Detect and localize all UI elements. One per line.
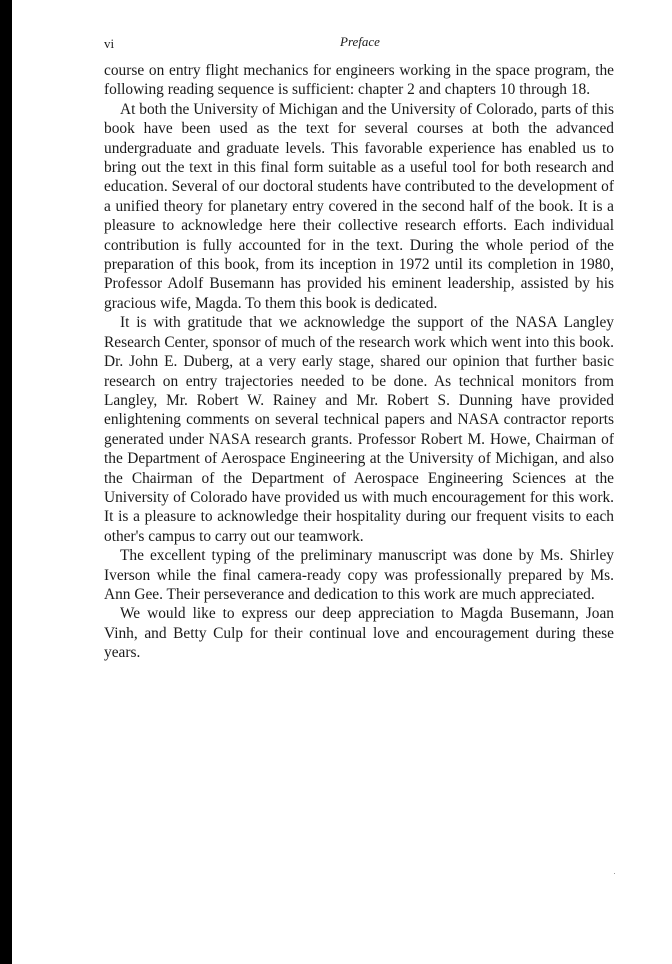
paragraph-nasa-support: It is with gratitude that we acknowledge the support of the NASA Langley Research Center, sponsor of much of the research work which went into this book. Dr. John E. Duberg, at a very early stage, shared our opinion that further basic research on entry trajectories needed to be done. As technical monitors from Langley, Mr. Robert W. Rainey and Mr. Robert S. Dunning have provided enlightening comments on several technical papers and NASA contractor reports generated under NASA research grants. Professor Robert M. Howe, Chairman of the Department of Aerospace Engineering at the University of Michigan, and also the Chairman of the Department of Aerospace Engineering Sciences at the University of Colorado have provided us with much encouragement for this work. It is a pleasure to acknowledge their hospitality during our frequent visits to each other's campus to carry out our teamwork. xyxy=(104,314,614,545)
paragraph-typing: The excellent typing of the preliminary manuscript was done by Ms. Shirley Iverson while the final camera-ready copy was professionally prepared by Ms. Ann Gee. Their perseverance and dedication to this work are much appreciated. xyxy=(104,547,614,603)
scan-speck xyxy=(614,873,615,874)
running-title: Preface xyxy=(340,34,380,49)
book-page xyxy=(12,0,672,964)
paragraph-appreciation: We would like to express our deep appreciation to Magda Busemann, Joan Vinh, and Betty Culp for their continual love and encouragement during these years. xyxy=(104,605,614,662)
paragraph-continued: course on entry flight mechanics for engineers working in the space program, the following reading sequence is sufficient: chapter 2 and chapters 10 through 18. xyxy=(104,62,614,99)
paragraph-courses: At both the University of Michigan and the University of Colorado, parts of this book have been used as the text for several courses at both the advanced undergraduate and graduate levels. This favorable experience has enabled us to bring out the text in this final form suitable as a useful tool for both research and education. Several of our doctoral students have contributed to the development of a unified theory for planetary entry covered in the second half of the book. It is a pleasure to acknowledge here their collective research efforts. Each individual contribution is fully accounted for in the text. During the whole period of the preparation of this book, from its inception in 1972 until its completion in 1980, Professor Adolf Busemann has provided his eminent leadership, assisted by his gracious wife, Magda. To them this book is dedicated. xyxy=(104,100,614,312)
running-head xyxy=(104,34,616,52)
preface-body xyxy=(104,61,614,663)
page-number: vi xyxy=(104,36,115,51)
